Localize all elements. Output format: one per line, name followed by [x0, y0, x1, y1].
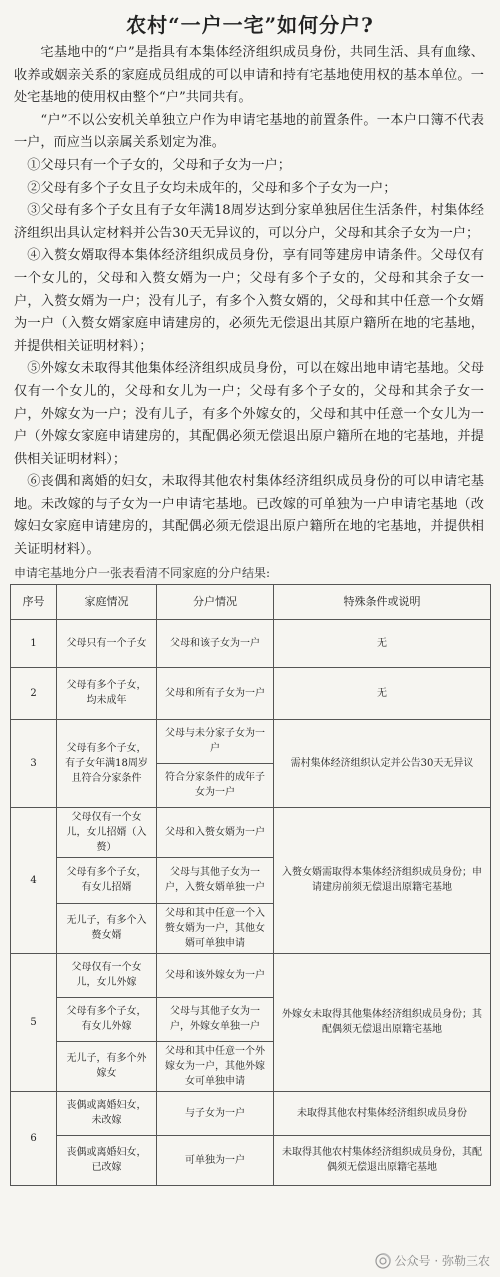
division-cell: 可单独为一户 — [157, 1135, 274, 1185]
family-cell: 父母仅有一个女儿，女儿招婿（入赘） — [57, 807, 157, 857]
note-cell: 未取得其他农村集体经济组织成员身份 — [274, 1091, 491, 1135]
table-row — [11, 807, 491, 857]
header-family: 家庭情况 — [57, 584, 157, 619]
note-cell: 无 — [274, 619, 491, 667]
table-row — [11, 667, 491, 719]
list-item: ④入赘女婿取得本集体经济组织成员身份，享有同等建房申请条件。父母仅有一个女儿的，父母和入赘女婿为一户；父母有多个子女的，父母和其余子女一户，入赘女婿为一户；没有儿子，有多个入赘女婿的，父母和其中任意一个女婿为一户（入赘女婿家庭申请建房的，必须先无偿退出其原户籍所在地的宅基地，并提供相关证明材料）； — [14, 248, 484, 354]
family-cell: 无儿子，有多个入赘女婿 — [57, 903, 157, 953]
division-cell: 与子女为一户 — [157, 1091, 274, 1135]
watermark-text: 公众号 · 弥勒三农 — [394, 1254, 490, 1268]
division-cell: 父母和该子女为一户 — [157, 619, 274, 667]
header-note: 特殊条件或说明 — [274, 584, 491, 619]
division-cell: 父母和其中任意一个入赘女婿为一户，其他女婿可单独申请 — [157, 903, 274, 953]
note-cell: 无 — [274, 667, 491, 719]
family-cell: 父母有多个子女，有女儿招婿 — [57, 857, 157, 903]
table-header-row — [11, 584, 491, 619]
note-cell: 外嫁女未取得其他集体经济组织成员身份；其配偶须无偿退出原籍宅基地 — [274, 953, 491, 1091]
row-no: 2 — [11, 667, 57, 719]
division-cell: 父母与未分家子女为一户 — [157, 719, 274, 763]
list-item: ②父母有多个子女且子女均未成年的，父母和多个子女为一户； — [27, 180, 397, 196]
list-item: ①父母只有一个子女的，父母和子女为一户； — [27, 157, 291, 173]
note-cell: 未取得其他农村集体经济组织成员身份，其配偶须无偿退出原籍宅基地 — [274, 1135, 491, 1185]
table-row — [11, 1091, 491, 1135]
division-cell: 父母和其中任意一个外嫁女为一户，其他外嫁女可单独申请 — [157, 1041, 274, 1091]
header-no: 序号 — [11, 584, 57, 619]
division-cell: 父母和所有子女为一户 — [157, 667, 274, 719]
note-cell: 需村集体经济组织认定并公告30天无异议 — [274, 719, 491, 807]
paragraph: 宅基地中的“户”是指具有本集体经济组织成员身份，共同生活、具有血缘、收养或姻亲关系的家庭成员组成的可以申请和持有宅基地使用权的基本单位。一处宅基地的使用权由整个“户”共同共有。 — [14, 45, 484, 106]
row-no: 3 — [11, 719, 57, 807]
row-no: 4 — [11, 807, 57, 953]
table-row — [11, 719, 491, 763]
division-cell: 父母与其他子女为一户，入赘女婿单独一户 — [157, 857, 274, 903]
table-row — [11, 619, 491, 667]
family-cell: 父母有多个子女，有子女年满18周岁且符合分家条件 — [57, 719, 157, 807]
family-cell: 丧偶或离婚妇女，未改嫁 — [57, 1091, 157, 1135]
family-cell: 父母有多个子女，有女儿外嫁 — [57, 997, 157, 1041]
family-cell: 父母有多个子女，均未成年 — [57, 667, 157, 719]
list-item: ③父母有多个子女且有子女年满18周岁达到分家单独居住生活条件，村集体经济组织出具认定材料并公告30天无异议的，可以分户，父母和其余子女为一户； — [14, 203, 484, 241]
row-no: 6 — [11, 1091, 57, 1185]
table-row — [11, 1135, 491, 1185]
article-title: 农村“一户一宅”如何分户? — [126, 13, 374, 37]
family-cell: 父母仅有一个女儿，女儿外嫁 — [57, 953, 157, 997]
row-no: 1 — [11, 619, 57, 667]
division-cell: 父母和该外嫁女为一户 — [157, 953, 274, 997]
watermark — [375, 1252, 490, 1269]
wechat-official-account-icon — [375, 1253, 391, 1269]
list-item: ⑥丧偶和离婚的妇女，未取得其他农村集体经济组织成员身份的可以申请宅基地。未改嫁的与子女为一户申请宅基地。已改嫁的可单独为一户申请宅基地（改嫁妇女家庭申请建房的，其配偶必须无偿退出原户籍所在地的宅基地，并提供相关证明材料）。 — [14, 474, 484, 558]
table-row — [11, 953, 491, 997]
note-cell: 入赘女婿需取得本集体经济组织成员身份；申请建房前须无偿退出原籍宅基地 — [274, 807, 491, 953]
division-cell: 父母与其他子女为一户，外嫁女单独一户 — [157, 997, 274, 1041]
row-no: 5 — [11, 953, 57, 1091]
article-body — [0, 42, 500, 562]
table-caption: 申请宅基地分户一张表看清不同家庭的分户结果: — [14, 565, 271, 580]
paragraph: “户”不以公安机关单独立户作为申请宅基地的前置条件。一本户口簿不代表一户，而应当以亲属关系划定为准。 — [14, 112, 484, 151]
header-division: 分户情况 — [157, 584, 274, 619]
family-cell: 无儿子，有多个外嫁女 — [57, 1041, 157, 1091]
household-division-table — [10, 584, 491, 1186]
division-cell: 符合分家条件的成年子女为一户 — [157, 763, 274, 807]
family-cell: 父母只有一个子女 — [57, 619, 157, 667]
family-cell: 丧偶或离婚妇女，已改嫁 — [57, 1135, 157, 1185]
list-item: ⑤外嫁女未取得其他集体经济组织成员身份，可以在嫁出地申请宅基地。父母仅有一个女儿的，父母和女儿为一户；父母有多个子女的，父母和其余子女一户，外嫁女为一户；没有儿子，有多个外嫁女的，父母和其中任意一个女儿为一户（外嫁女家庭申请建房的，其配偶必须无偿退出原户籍所在地的宅基地，并提供相关证明材料）； — [14, 361, 484, 467]
division-cell: 父母和入赘女婿为一户 — [157, 807, 274, 857]
